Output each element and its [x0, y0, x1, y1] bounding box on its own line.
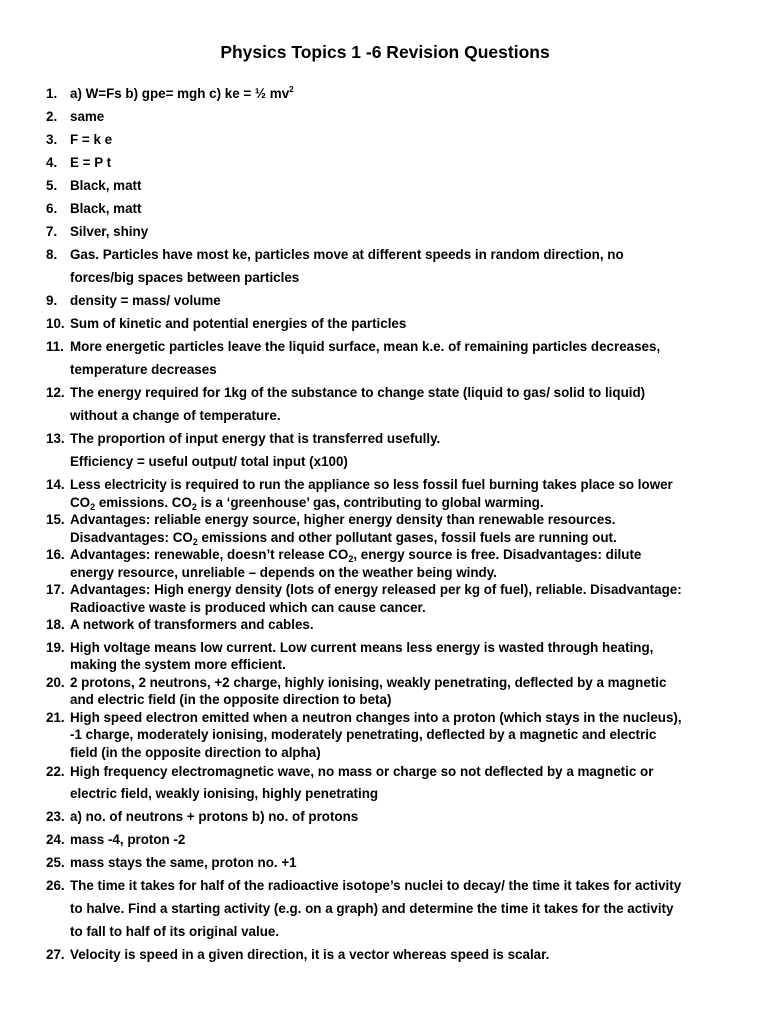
answer-item-26: 26. The time it takes for half of the radioactive isotope’s nuclei to decay/ the time it takes for activity to halve. Find a starting activity (e.g. on a graph) and determine the time it takes for the activity to fall to half of its original value. [46, 878, 682, 939]
answer-item-3: 3. F = k e [46, 132, 113, 147]
answer-item-13: 13. The proportion of input energy that is transferred usefully. Efficiency = useful output/ total input (x100) [46, 431, 441, 469]
answer-item-7: 7. Silver, shiny [46, 224, 149, 239]
answer-item-8: 8. Gas. Particles have most ke, particles move at different speeds in random direction, no forces/big spaces between particles [46, 247, 624, 285]
answer-item-25: 25. mass stays the same, proton no. +1 [46, 855, 297, 870]
answer-item-4: 4. E = P t [46, 155, 112, 170]
answer-item-14: 14. Less electricity is required to run the appliance so less fossil fuel burning takes place so lower $CO_2$ emissions. $CO_2$ is a ‘greenhouse’ gas, contributing to global warming. [46, 477, 673, 512]
answer-item-19: 19. High voltage means low current. Low current means less energy is wasted through heating, making the system more efficient. [46, 639, 654, 672]
answer-item-6: 6. Black, matt [46, 201, 142, 216]
answer-item-22: 22. High frequency electromagnetic wave, no mass or charge so not deflected by a magnetic or electric field, weakly ionising, highly penetrating [46, 764, 654, 801]
answer-item-23: 23. a) no. of neutrons + protons b) no. of protons [46, 809, 359, 824]
answer-item-15: 15. Advantages: reliable energy source, higher energy density than renewable resources. Disadvantages: $CO_2$ emissions and other pollutant gases, fossil fuels are running out. [46, 512, 617, 547]
answer-item-2: 2. same [46, 109, 105, 124]
document-title: Physics Topics 1 -6 Revision Questions [220, 42, 550, 62]
answer-item-5: 5. Black, matt [46, 178, 142, 193]
answer-item-17: 17. Advantages: High energy density (lots of energy released per kg of fuel), reliable. Disadvantage: Radioactive waste is produced which can cause cancer. [46, 582, 682, 615]
answer-item-27: 27. Velocity is speed in a given direction, it is a vector whereas speed is scalar. [46, 947, 550, 962]
answer-item-24: 24. mass -4, proton -2 [46, 832, 186, 847]
answer-item-20: 20. 2 protons, 2 neutrons, +2 charge, highly ionising, weakly penetrating, deflected by a magnetic and electric field (in the opposite direction to beta) [46, 674, 667, 707]
answer-item-12: 12. The energy required for 1kg of the substance to change state (liquid to gas/ solid to liquid) without a change of temperature. [46, 385, 646, 423]
answer-item-16: 16. Advantages: renewable, doesn’t release $CO_2$, energy source is free. Disadvantages: dilute energy resource, unreliable – depends on the weather being windy. [46, 547, 642, 580]
answer-item-9: 9. density = mass/ volume [46, 293, 221, 308]
answer-item-1: 1. a) W=Fs b) gpe= mgh c) ke = ½ $mv^2$ [46, 85, 294, 101]
answer-item-10: 10. Sum of kinetic and potential energies of the particles [46, 316, 407, 331]
answer-item-18: 18. A network of transformers and cables. [46, 617, 314, 632]
answer-list [46, 82, 724, 966]
answer-item-21: 21. High speed electron emitted when a neutron changes into a proton (which stays in the nucleus), -1 charge, moderately ionising, moderately penetrating, deflected by a magnetic and electric field (in the opposite direction to alpha) [46, 709, 682, 760]
answer-item-11: 11. More energetic particles leave the liquid surface, mean k.e. of remaining particles decreases, temperature decreases [46, 339, 661, 377]
